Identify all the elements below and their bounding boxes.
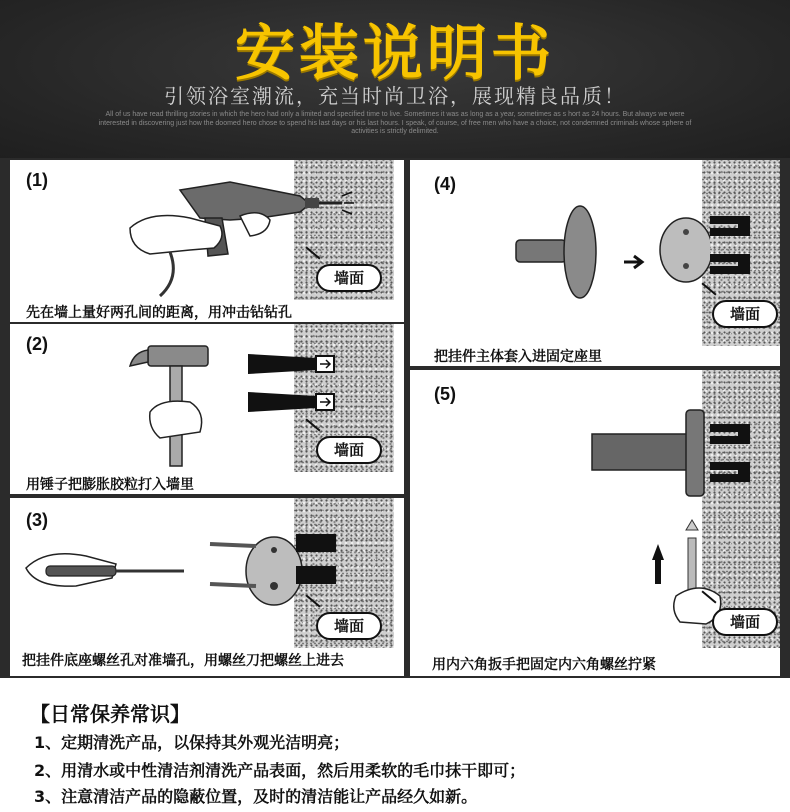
step-4-number: (4) xyxy=(434,174,456,194)
instruction-panels xyxy=(0,158,790,678)
step-1-panel xyxy=(10,160,404,322)
step-2-panel xyxy=(10,324,404,494)
header xyxy=(0,0,790,158)
maintenance-tip: 2、用清水或中性清洁剂清洗产品表面，然后用柔软的毛巾抹干即可； xyxy=(34,761,526,780)
step-5-caption: 用内六角扳手把固定内六角螺丝拧紧 xyxy=(432,657,656,673)
wall-label: 墙面 xyxy=(316,612,382,640)
wall-label: 墙面 xyxy=(316,264,382,292)
wall-label: 墙面 xyxy=(712,300,778,328)
step-4-caption: 把挂件主体套入进固定座里 xyxy=(434,349,602,365)
maintenance-section xyxy=(0,678,790,812)
page-title: 安装说明书 xyxy=(235,19,555,89)
fine-print: All of us have read thrilling stories in which the hero had only a limited and specified time to live. Sometimes it was as long as a year, sometimes as s hort as 24 hours. But always we were interested in discovering just how the doomed hero chose to spend his last days or his last hours. I speak, of course, of free men who have a choice, not condemned criminals whose sphere of activities is strictly delimited. xyxy=(98,111,692,135)
screwdriver-illustration xyxy=(16,538,186,618)
step-1-number: (1) xyxy=(26,170,48,190)
step-3-caption: 把挂件底座螺丝孔对准墙孔，用螺丝刀把螺丝上进去 xyxy=(22,653,344,669)
maintenance-title: 【日常保养常识】 xyxy=(30,702,190,726)
wall-label: 墙面 xyxy=(712,608,778,636)
wall-holes-illustration xyxy=(296,530,346,590)
step-5-panel xyxy=(410,370,780,676)
step-4-panel xyxy=(410,160,780,366)
holder-body-illustration xyxy=(510,200,710,330)
step-2-caption: 用锤子把膨胀胶粒打入墙里 xyxy=(26,477,194,493)
wall-label: 墙面 xyxy=(316,436,382,464)
step-1-caption: 先在墙上量好两孔间的距离，用冲击钻钻孔 xyxy=(26,305,292,321)
maintenance-tip: 3、注意清洁产品的隐蔽位置，及时的清洁能让产品经久如新。 xyxy=(34,787,478,806)
step-2-number: (2) xyxy=(26,334,48,354)
wall-anchors-illustration xyxy=(710,422,760,502)
step-3-panel xyxy=(10,498,404,676)
maintenance-tip: 1、定期清洗产品，以保持其外观光洁明亮； xyxy=(34,733,350,752)
anchor-plugs-illustration xyxy=(246,348,346,428)
page-subtitle: 引领浴室潮流，充当时尚卫浴，展现精良品质！ xyxy=(164,84,626,108)
wall-anchors-illustration xyxy=(710,214,760,294)
step-5-number: (5) xyxy=(434,384,456,404)
step-3-number: (3) xyxy=(26,510,48,530)
